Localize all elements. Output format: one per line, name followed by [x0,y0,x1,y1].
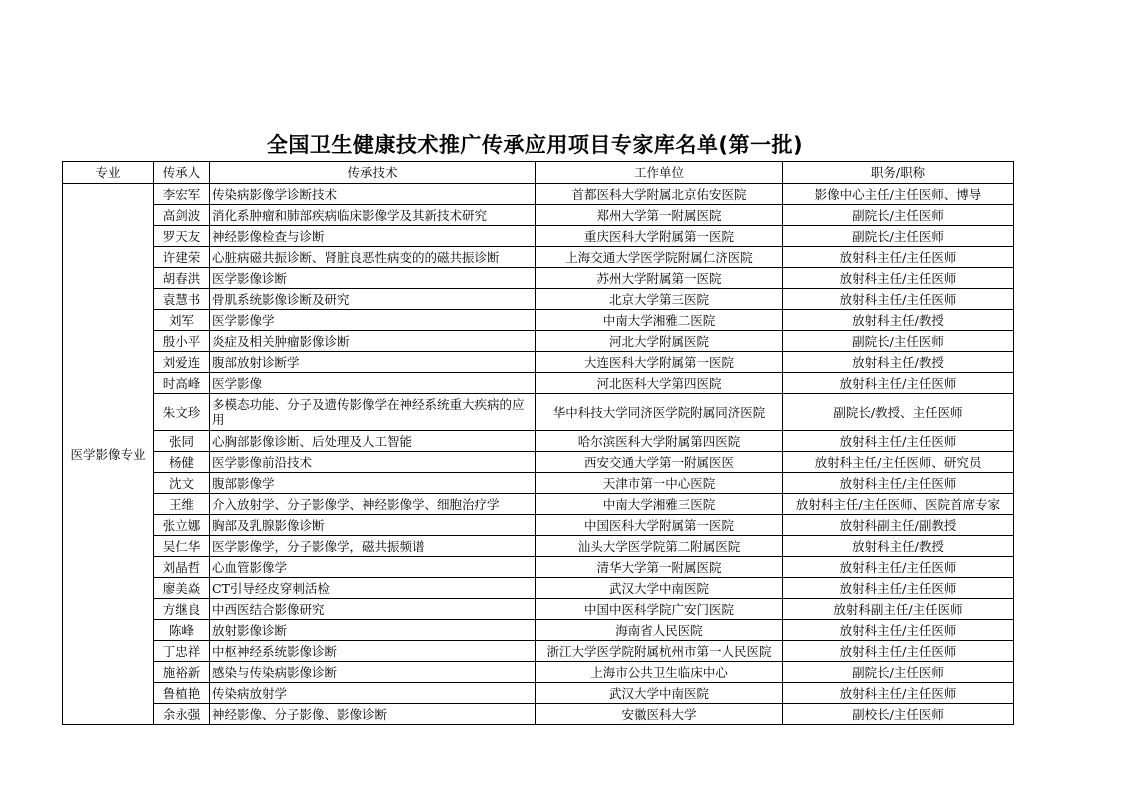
technique-cell: 神经影像、分子影像、影像诊断 [210,704,536,725]
table-row [63,683,1014,704]
table-row [63,557,1014,578]
inheritor-cell: 罗天友 [154,226,210,247]
unit-cell: 首都医科大学附属北京佑安医院 [536,184,783,205]
unit-cell: 哈尔滨医科大学附属第四医院 [536,431,783,452]
technique-cell: 中西医结合影像研究 [210,599,536,620]
unit-cell: 浙江大学医学院附属杭州市第一人民医院 [536,641,783,662]
position-cell: 放射科主任/主任医师 [783,683,1014,704]
technique-cell: 医学影像前沿技术 [210,452,536,473]
inheritor-cell: 张同 [154,431,210,452]
position-cell: 放射科主任/主任医师 [783,620,1014,641]
position-cell: 副院长/主任医师 [783,662,1014,683]
unit-cell: 海南省人民医院 [536,620,783,641]
unit-cell: 北京大学第三医院 [536,289,783,310]
inheritor-cell: 陈峰 [154,620,210,641]
position-cell: 副校长/主任医师 [783,704,1014,725]
position-cell: 副院长/主任医师 [783,331,1014,352]
inheritor-cell: 吴仁华 [154,536,210,557]
inheritor-cell: 胡春洪 [154,268,210,289]
table-row [63,473,1014,494]
table-row [63,494,1014,515]
table-header-row [63,162,1014,184]
technique-cell: 心脏病磁共振诊断、肾脏良恶性病变的的磁共振诊断 [210,247,536,268]
technique-cell: 医学影像 [210,373,536,394]
inheritor-cell: 廖美焱 [154,578,210,599]
position-cell: 副院长/主任医师 [783,205,1014,226]
position-cell: 副院长/教授、主任医师 [783,394,1014,431]
position-cell: 放射科主任/主任医师 [783,641,1014,662]
inheritor-cell: 杨健 [154,452,210,473]
inheritor-cell: 时高峰 [154,373,210,394]
table-row [63,289,1014,310]
inheritor-cell: 高剑波 [154,205,210,226]
inheritor-cell: 丁忠祥 [154,641,210,662]
technique-cell: 炎症及相关肿瘤影像诊断 [210,331,536,352]
table-row [63,268,1014,289]
technique-cell: 医学影像学 [210,310,536,331]
unit-cell: 西安交通大学第一附属医医 [536,452,783,473]
table-row [63,662,1014,683]
table-row [63,373,1014,394]
position-cell: 放射科主任/主任医师 [783,473,1014,494]
unit-cell: 中国医科大学附属第一医院 [536,515,783,536]
technique-cell: 胸部及乳腺影像诊断 [210,515,536,536]
position-cell: 放射科主任/主任医师 [783,247,1014,268]
table-row [63,352,1014,373]
unit-cell: 中南大学湘雅二医院 [536,310,783,331]
table-row [63,205,1014,226]
table-row [63,331,1014,352]
column-header-inheritor: 传承人 [154,162,210,184]
inheritor-cell: 王维 [154,494,210,515]
unit-cell: 上海交通大学医学院附属仁济医院 [536,247,783,268]
technique-cell: 腹部放射诊断学 [210,352,536,373]
unit-cell: 中南大学湘雅三医院 [536,494,783,515]
inheritor-cell: 朱文珍 [154,394,210,431]
technique-cell: 消化系肿瘤和肺部疾病临床影像学及其新技术研究 [210,205,536,226]
table-row [63,641,1014,662]
expert-roster-table [62,161,1014,725]
inheritor-cell: 殷小平 [154,331,210,352]
position-cell: 放射科主任/主任医师、研究员 [783,452,1014,473]
position-cell: 放射科主任/教授 [783,352,1014,373]
technique-cell: 神经影像检查与诊断 [210,226,536,247]
inheritor-cell: 沈文 [154,473,210,494]
technique-cell: 骨肌系统影像诊断及研究 [210,289,536,310]
position-cell: 放射科主任/主任医师 [783,557,1014,578]
table-row [63,620,1014,641]
page-title: 全国卫生健康技术推广传承应用项目专家库名单(第一批) [266,133,804,157]
unit-cell: 苏州大学附属第一医院 [536,268,783,289]
table-row [63,226,1014,247]
technique-cell: 中枢神经系统影像诊断 [210,641,536,662]
technique-cell: 传染病影像学诊断技术 [210,184,536,205]
unit-cell: 安徽医科大学 [536,704,783,725]
technique-cell: 医学影像学，分子影像学，磁共振频谱 [210,536,536,557]
unit-cell: 郑州大学第一附属医院 [536,205,783,226]
inheritor-cell: 刘军 [154,310,210,331]
position-cell: 放射科主任/主任医师 [783,268,1014,289]
table-row [63,394,1014,431]
technique-cell: 腹部影像学 [210,473,536,494]
table-row [63,310,1014,331]
unit-cell: 中国中医科学院广安门医院 [536,599,783,620]
position-cell: 放射科副主任/副教授 [783,515,1014,536]
unit-cell: 重庆医科大学附属第一医院 [536,226,783,247]
unit-cell: 武汉大学中南医院 [536,578,783,599]
table-row [63,578,1014,599]
position-cell: 放射科副主任/主任医师 [783,599,1014,620]
technique-cell: 心胸部影像诊断、后处理及人工智能 [210,431,536,452]
table-row [63,431,1014,452]
inheritor-cell: 张立娜 [154,515,210,536]
position-cell: 放射科主任/主任医师 [783,578,1014,599]
unit-cell: 清华大学第一附属医院 [536,557,783,578]
position-cell: 副院长/主任医师 [783,226,1014,247]
technique-cell: 心血管影像学 [210,557,536,578]
inheritor-cell: 许建荣 [154,247,210,268]
position-cell: 放射科主任/主任医师 [783,431,1014,452]
specialty-cell: 医学影像专业 [63,184,154,725]
column-header-position: 职务/职称 [783,162,1014,184]
table-row [63,247,1014,268]
column-header-unit: 工作单位 [536,162,783,184]
inheritor-cell: 施裕新 [154,662,210,683]
inheritor-cell: 袁慧书 [154,289,210,310]
technique-cell: 感染与传染病影像诊断 [210,662,536,683]
column-header-specialty: 专业 [63,162,154,184]
table-row [63,599,1014,620]
unit-cell: 河北医科大学第四医院 [536,373,783,394]
inheritor-cell: 余永强 [154,704,210,725]
position-cell: 影像中心主任/主任医师、博导 [783,184,1014,205]
technique-cell: 介入放射学、分子影像学、神经影像学、细胞治疗学 [210,494,536,515]
unit-cell: 天津市第一中心医院 [536,473,783,494]
inheritor-cell: 鲁植艳 [154,683,210,704]
position-cell: 放射科主任/教授 [783,310,1014,331]
technique-cell: 传染病放射学 [210,683,536,704]
inheritor-cell: 方继良 [154,599,210,620]
position-cell: 放射科主任/主任医师、医院首席专家 [783,494,1014,515]
table-row [63,184,1014,205]
column-header-technique: 传承技术 [210,162,536,184]
inheritor-cell: 李宏军 [154,184,210,205]
unit-cell: 河北大学附属医院 [536,331,783,352]
technique-cell: 放射影像诊断 [210,620,536,641]
table-row [63,536,1014,557]
unit-cell: 上海市公共卫生临床中心 [536,662,783,683]
table-row [63,704,1014,725]
technique-cell: 医学影像诊断 [210,268,536,289]
technique-cell: CT引导经皮穿刺活检 [210,578,536,599]
unit-cell: 汕头大学医学院第二附属医院 [536,536,783,557]
technique-cell: 多模态功能、分子及遗传影像学在神经系统重大疾病的应 用 [210,394,536,431]
table-row [63,515,1014,536]
position-cell: 放射科主任/主任医师 [783,289,1014,310]
unit-cell: 武汉大学中南医院 [536,683,783,704]
unit-cell: 华中科技大学同济医学院附属同济医院 [536,394,783,431]
position-cell: 放射科主任/主任医师 [783,373,1014,394]
unit-cell: 大连医科大学附属第一医院 [536,352,783,373]
position-cell: 放射科主任/教授 [783,536,1014,557]
inheritor-cell: 刘爱连 [154,352,210,373]
table-row [63,452,1014,473]
inheritor-cell: 刘晶哲 [154,557,210,578]
